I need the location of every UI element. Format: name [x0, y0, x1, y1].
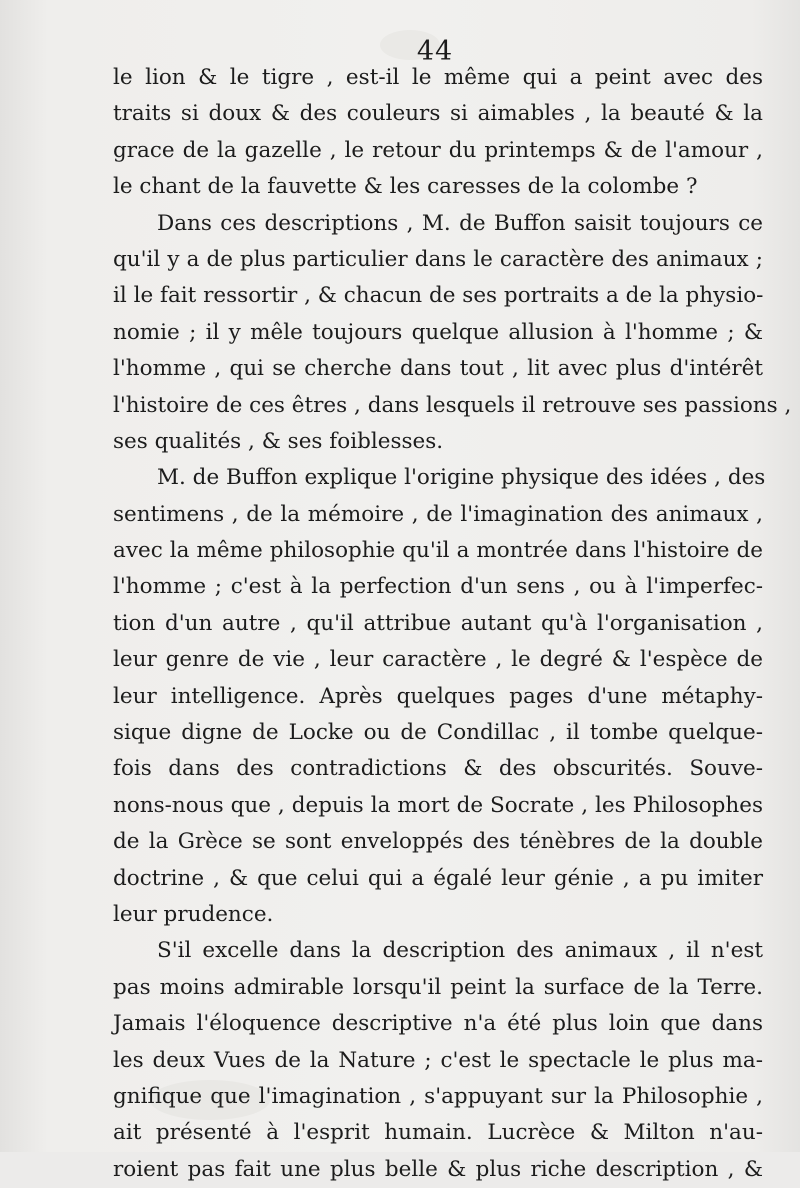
text-line: M. de Buffon explique l'origine physique des idées , des — [157, 465, 766, 491]
text-line: de la Grèce se sont enveloppés des ténèbres de la double — [113, 829, 763, 855]
text-line: gnifique que l'imagination , s'appuyant sur la Philosophie , — [113, 1083, 763, 1109]
text-line: nomie ; il y mêle toujours quelque allusion à l'homme ; & — [113, 319, 763, 345]
text-line: ses qualités , & ses foiblesses. — [113, 428, 444, 454]
text-line: l'histoire de ces êtres , dans lesquels il retrouve ses passions , — [113, 392, 792, 418]
text-line: S'il excelle dans la description des animaux , il n'est — [157, 938, 763, 964]
text-line: leur prudence. — [113, 901, 274, 927]
text-line: traits si doux & des couleurs si aimables , la beauté & la — [113, 101, 763, 127]
text-line: le lion & le tigre , est-il le même qui a peint avec des — [113, 65, 763, 90]
text-line: leur genre de vie , leur caractère , le degré & l'espèce de — [113, 647, 763, 673]
text-line: il le fait ressortir , & chacun de ses portraits a de la physio- — [113, 283, 764, 309]
text-line: avec la même philosophie qu'il a montrée dans l'histoire de — [113, 538, 763, 564]
text-line: sique digne de Locke ou de Condillac , il tombe quelque- — [113, 720, 763, 746]
text-line: grace de la gazelle , le retour du printemps & de l'amour , — [113, 137, 763, 163]
text-line: tion d'un autre , qu'il attribue autant qu'à l'organisation , — [113, 610, 763, 636]
text-line: l'homme ; c'est à la perfection d'un sens , ou à l'imperfec- — [113, 574, 763, 600]
page-number: 44 — [416, 36, 454, 67]
text-line: leur intelligence. Après quelques pages d'une métaphy- — [113, 683, 763, 709]
body-text — [113, 60, 792, 1188]
text-line: ait présenté à l'esprit humain. Lucrèce & Milton n'au- — [113, 1120, 763, 1146]
text-line: sentimens , de la mémoire , de l'imagination des animaux , — [113, 501, 763, 527]
text-line: Jamais l'éloquence descriptive n'a été plus loin que dans — [113, 1011, 763, 1037]
text-line: doctrine , & que celui qui a égalé leur génie , a pu imiter — [113, 865, 763, 891]
text-line: Dans ces descriptions , M. de Buffon saisit toujours ce — [157, 210, 763, 236]
text-line: pas moins admirable lorsqu'il peint la surface de la Terre. — [113, 974, 763, 1000]
text-line: fois dans des contradictions & des obscurités. Souve- — [113, 756, 763, 782]
text-line: l'homme , qui se cherche dans tout , lit avec plus d'intérêt — [113, 356, 763, 382]
text-line: les deux Vues de la Nature ; c'est le spectacle le plus ma- — [113, 1047, 763, 1073]
text-line: nons-nous que , depuis la mort de Socrate , les Philosophes — [113, 792, 763, 818]
text-line: le chant de la fauvette & les caresses de la colombe ? — [113, 174, 698, 200]
text-line: qu'il y a de plus particulier dans le caractère des animaux ; — [113, 246, 763, 272]
text-line: roient pas fait une plus belle & plus riche description , & — [113, 1156, 763, 1182]
